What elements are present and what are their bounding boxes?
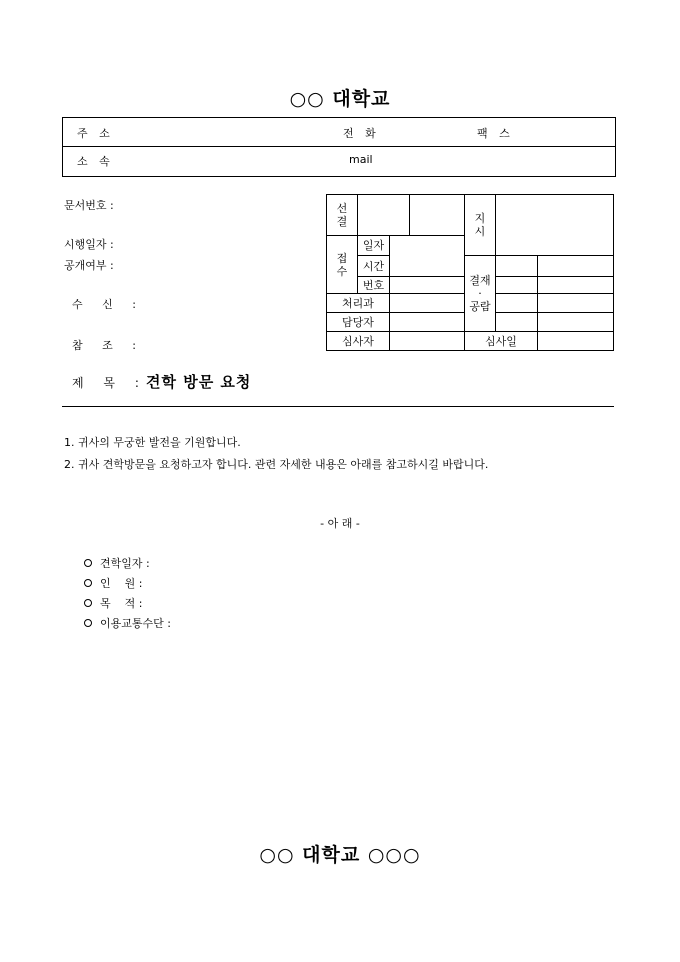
body-line-2: 2. 귀사 견학방문을 요청하고자 합니다. 관련 자세한 내용은 아래를 참고하시길 바랍니다. <box>64 458 489 471</box>
approval-table <box>326 194 614 351</box>
subject-label: 제 목 : <box>72 376 147 390</box>
gyeoljae-sign-2b <box>538 277 614 294</box>
dept-cell: 처리과 <box>327 294 390 313</box>
divider <box>62 406 614 407</box>
number-cell: 번호 <box>358 277 390 294</box>
jisi-content <box>496 195 614 256</box>
jisi-cell: 지 시 <box>465 195 496 256</box>
document-title: ○○ 대학교 <box>289 88 391 110</box>
gyeoljae-sign-4a <box>496 313 538 332</box>
circle-bullet-icon <box>84 599 92 607</box>
list-item: 이용교통수단 : <box>84 615 171 631</box>
reviewer-value <box>390 332 465 351</box>
jeopsu-cell: 접 수 <box>327 236 358 294</box>
below-heading: - 아 래 - <box>320 517 360 530</box>
circle-bullet-icon <box>84 559 92 567</box>
review-date-value <box>538 332 614 351</box>
review-date-cell: 심사일 <box>465 332 538 351</box>
seon-gyeol-sign-2 <box>410 195 465 236</box>
phone-label: 전 화 <box>343 127 380 140</box>
list-item: 목 적 : <box>84 595 142 611</box>
dept-label: 소 속 <box>77 155 114 168</box>
gyeoljae-sign-1a <box>496 256 538 277</box>
contact-box <box>62 117 616 177</box>
doc-number-label: 문서번호 : <box>64 199 114 212</box>
footer-signature: ○○ 대학교 ○○○ <box>259 844 421 866</box>
disclosure-label: 공개여부 : <box>64 259 114 272</box>
list-item: 견학일자 : <box>84 555 150 571</box>
date-time-value <box>390 236 465 277</box>
seon-gyeol-cell: 선 결 <box>327 195 358 236</box>
list-item: 인 원 : <box>84 575 142 591</box>
reference-label: 참 조 : <box>72 339 144 352</box>
gyeoljae-sign-3a <box>496 294 538 313</box>
time-cell: 시간 <box>358 256 390 277</box>
date-label: 시행일자 : <box>64 238 114 251</box>
person-value <box>390 313 465 332</box>
number-value <box>390 277 465 294</box>
seon-gyeol-sign-1 <box>358 195 410 236</box>
person-cell: 담당자 <box>327 313 390 332</box>
address-label: 주 소 <box>77 127 114 140</box>
gyeoljae-sign-4b <box>538 313 614 332</box>
circle-bullet-icon <box>84 619 92 627</box>
gyeoljae-sign-1b <box>538 256 614 277</box>
fax-label: 팩 스 <box>477 127 514 140</box>
gyeoljae-sign-3b <box>538 294 614 313</box>
circle-bullet-icon <box>84 579 92 587</box>
email-label: mail <box>349 153 373 166</box>
body-line-1: 1. 귀사의 무궁한 발전을 기원합니다. <box>64 436 241 449</box>
gyeoljae-cell: 결재 · 공람 <box>465 256 496 332</box>
date-cell: 일자 <box>358 236 390 256</box>
reviewer-cell: 심사자 <box>327 332 390 351</box>
gyeoljae-sign-2a <box>496 277 538 294</box>
dept-value <box>390 294 465 313</box>
subject-value: 견학 방문 요청 <box>146 373 252 391</box>
recipient-label: 수 신 : <box>72 298 144 311</box>
